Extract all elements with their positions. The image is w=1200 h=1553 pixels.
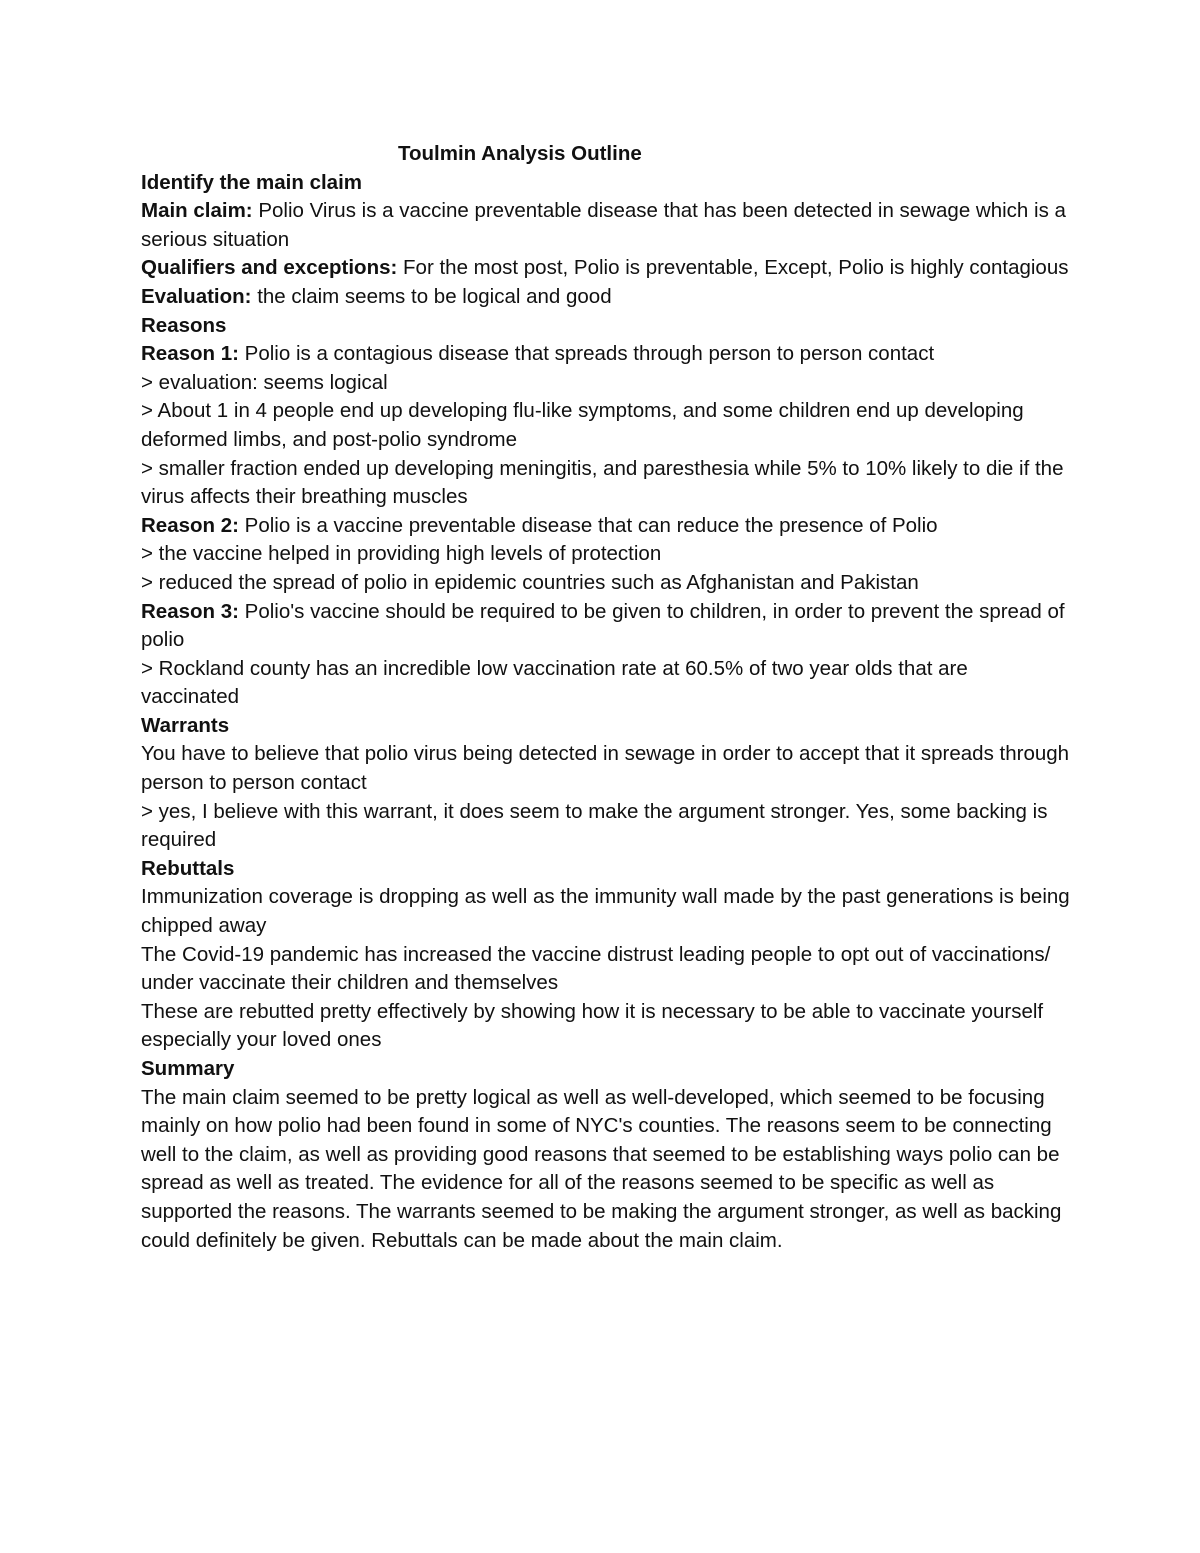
evaluation-label: Evaluation: (141, 284, 252, 308)
warrants-heading: Warrants (141, 713, 230, 737)
reason-3-text: Polio's vaccine should be required to be given to children, in order to prevent the spread of polio (141, 599, 1065, 652)
document-body (141, 140, 1071, 1255)
reason-2-point: > the vaccine helped in providing high levels of protection (141, 542, 662, 566)
summary-heading: Summary (141, 1057, 235, 1080)
document-title: Toulmin Analysis Outline (398, 142, 642, 165)
warrant-paragraph: You have to believe that polio virus being detected in sewage in order to accept that it spreads through person to person contact (141, 742, 1070, 795)
evaluation-text: the claim seems to be logical and good (251, 284, 612, 308)
reason-1-point: > About 1 in 4 people end up developing flu-like symptoms, and some children end up developing deformed limbs, and post-polio syndrome (141, 399, 1024, 451)
reason-1-point: > smaller fraction ended up developing meningitis, and paresthesia while 5% to 10% likely to die if the virus affects their breathing muscles (141, 456, 1064, 509)
reason-3-point: > Rockland county has an incredible low vaccination rate at 60.5% of two year olds that are vaccinated (141, 656, 968, 709)
qualifiers-text: For the most post, Polio is preventable, Except, Polio is highly contagious (397, 256, 1069, 280)
reason-2-text: Polio is a vaccine preventable disease that can reduce the presence of Polio (238, 513, 938, 537)
reason-2-point: > reduced the spread of polio in epidemic countries such as Afghanistan and Pakistan (141, 570, 919, 594)
reason-1-text: Polio is a contagious disease that spreads through person to person contact (238, 342, 935, 366)
warrant-paragraph: > yes, I believe with this warrant, it does seem to make the argument stronger. Yes, some backing is required (141, 799, 1048, 852)
reason-2-label: Reason 2: (141, 513, 239, 537)
qualifiers-label: Qualifiers and exceptions: (141, 256, 398, 280)
identify-claim-heading: Identify the main claim (141, 170, 362, 194)
summary-paragraph: The main claim seemed to be pretty logical as well as well-developed, which seemed to be focusing mainly on how polio had been found in some of NYC's counties. The reasons seem to be connecting well to the claim, as well as providing good reasons that seemed to be establishing ways polio can be spread as well as treated. The evidence for all of the reasons seemed to be specific as well as supported the reasons. The warrants seemed to be making the argument stronger, as well as backing could definitely be given. Rebuttals can be made about the main claim. (141, 1085, 1062, 1252)
rebuttals-heading: Rebuttals (141, 856, 235, 880)
reason-3-label: Reason 3: (141, 599, 239, 623)
rebuttal-paragraph: The Covid-19 pandemic has increased the vaccine distrust leading people to opt out of vaccinations/ under vaccinate their children and themselves (141, 942, 1051, 995)
reasons-heading: Reasons (141, 313, 227, 337)
main-claim-paragraph (141, 197, 1071, 254)
evaluation-paragraph (141, 283, 1071, 312)
reason-1-point: > evaluation: seems logical (141, 370, 388, 394)
rebuttal-paragraph: Immunization coverage is dropping as well as the immunity wall made by the past generations is being chipped away (141, 885, 1070, 938)
reason-1-label: Reason 1: (141, 342, 239, 366)
main-claim-text: Polio Virus is a vaccine preventable disease that has been detected in sewage which is a serious situation (141, 199, 1066, 251)
rebuttal-paragraph: These are rebutted pretty effectively by showing how it is necessary to be able to vaccinate yourself especially your loved ones (141, 999, 1044, 1052)
reason-3-paragraph (141, 598, 1071, 655)
qualifiers-paragraph (141, 254, 1071, 283)
reason-2-paragraph (141, 512, 1071, 541)
reason-1-paragraph (141, 340, 1071, 369)
main-claim-label: Main claim: (141, 199, 253, 223)
